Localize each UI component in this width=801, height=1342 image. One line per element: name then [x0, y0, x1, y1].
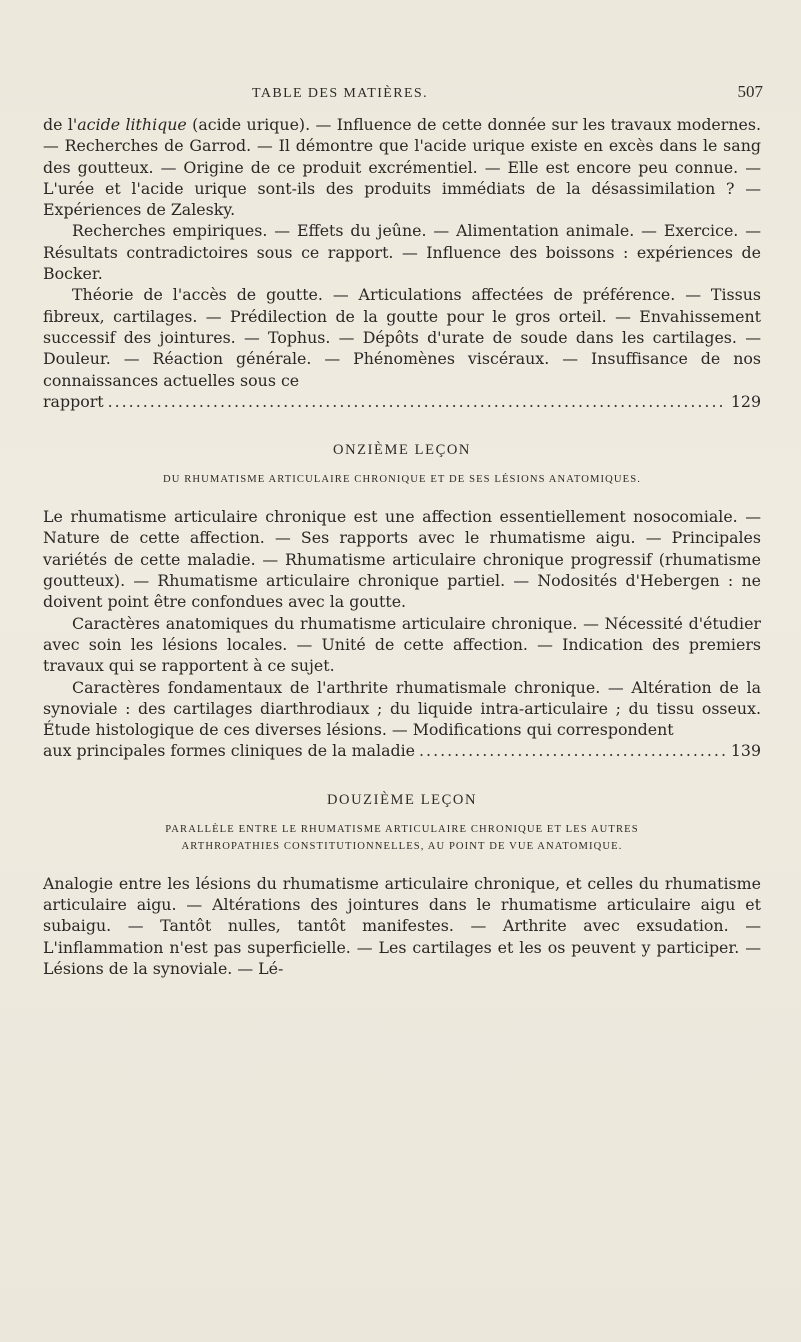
toc-entry-line: [43, 391, 761, 412]
table-of-contents: [43, 114, 761, 979]
toc-page-ref: 139: [730, 741, 761, 761]
toc-entry-last-words: aux principales formes cliniques de la maladie: [43, 741, 416, 761]
leader-dots: [419, 740, 727, 761]
leader-dots: [108, 391, 727, 412]
toc-page-ref: 129: [730, 391, 761, 411]
intro-paragraph-1: [43, 114, 761, 220]
intro-text-prefix: de l': [43, 115, 78, 134]
toc-entry-line: [43, 740, 761, 761]
lecon-12-paragraph-1: Analogie entre les lésions du rhumatisme articulaire chronique, et celles du rhumatisme articulaire aigu. — Altérations des jointures dans le rhumatisme articulaire aigu et subaigu. — Tantôt nulles, tantôt manifestes. — Arthrite avec exsudation. — L'inflammation n'est pas superficielle. — Les cartilages et les os peuvent y participer. — Lésions de la synoviale. — Lé-: [43, 873, 761, 978]
intro-paragraph-2: Recherches empiriques. — Effets du jeûne. — Alimentation animale. — Exercice. — Résultats contradictoires sous ce rapport. — Influence des boissons : expériences de Bocker.: [43, 221, 761, 284]
lecon-12-title: DOUZIÈME LEÇON: [326, 791, 478, 808]
lecon-11-paragraph-2: Caractères anatomiques du rhumatisme articulaire chronique. — Nécessité d'étudier avec soin les lésions locales. — Unité de cette affection. — Indication des premiers travaux qui se rapportent à ce sujet.: [43, 613, 761, 676]
intro-text-rest: (acide urique). — Influence de cette donnée sur les travaux modernes. — Recherches de Garrod. — Il démontre que l'acide urique existe en excès dans le sang des goutteux. — Origine de ce produit excrémentiel. — Elle est encore peu connue. — L'urée et l'acide urique sont-ils des produits immédiats de la désassimilation ? — Expériences de Zalesky.: [43, 115, 761, 220]
lecon-11-paragraph-1: Le rhumatisme articulaire chronique est une affection essentiellement nosocomiale. — Nature de cette affection. — Ses rapports avec le rhumatisme aigu. — Principales variétés de cette maladie. — Rhumatisme articulaire chronique progressif (rhumatisme goutteux). — Rhumatisme articulaire chronique partiel. — Nodosités d'Hebergen : ne doivent point être confondues avec la goutte.: [43, 507, 761, 612]
running-title: TABLE DES MATIÈRES.: [252, 86, 428, 101]
lecon-11-subtitle: DU RHUMATISME ARTICULAIRE CHRONIQUE ET DE SES LÉSIONS ANATOMIQUES.: [163, 474, 641, 486]
italic-term: acide lithique: [77, 115, 187, 134]
lecon-12-subtitle-line-1: PARALLÈLE ENTRE LE RHUMATISME ARTICULAIRE CHRONIQUE ET LES AUTRES: [165, 823, 639, 835]
page-number: 507: [737, 82, 763, 101]
lecon-12-subtitle-line-2: ARTHROPATHIES CONSTITUTIONNELLES, AU POINT DE VUE ANATOMIQUE.: [181, 840, 623, 852]
lecon-11-title: ONZIÈME LEÇON: [333, 442, 471, 459]
toc-entry-last-words: rapport: [43, 391, 104, 411]
lecon-11-paragraph-3: Caractères fondamentaux de l'arthrite rhumatismale chronique. — Altération de la synoviale : des cartilages diarthrodiaux ; du liquide intra-articulaire ; du tissu osseux. Étude histologique de ces diverses lésions. — Modifications qui correspondent: [43, 677, 761, 740]
intro-paragraph-3: Théorie de l'accès de goutte. — Articulations affectées de préférence. — Tissus fibreux, cartilages. — Prédilection de la goutte pour le gros orteil. — Envahissement successif des jointures. — Tophus. — Dépôts d'urate de soude dans les cartilages. — Douleur. — Réaction générale. — Phénomènes viscéraux. — Insuffisance de nos connaissances actuelles sous ce: [43, 285, 761, 390]
